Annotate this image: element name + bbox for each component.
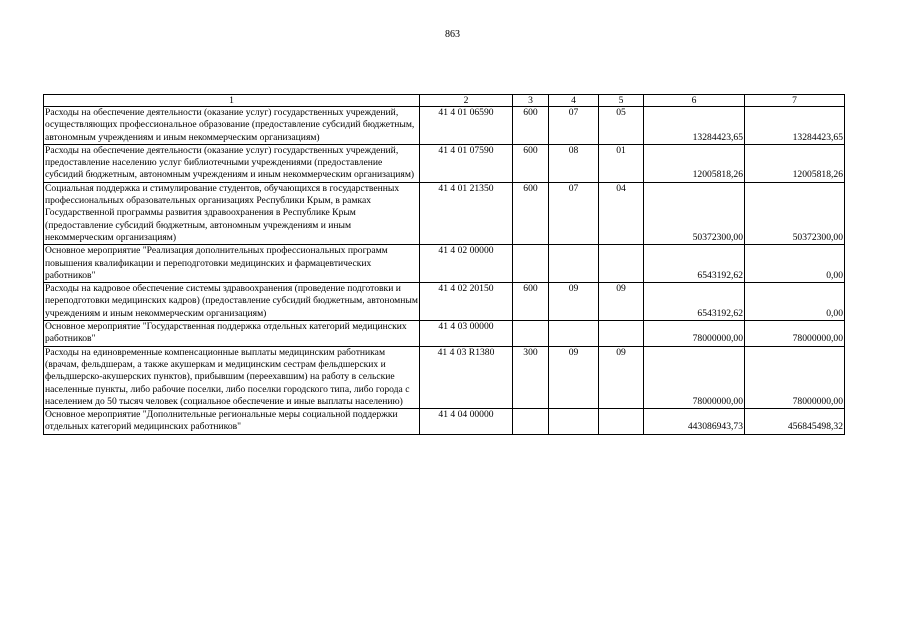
expense-name-cell: Расходы на обеспечение деятельности (оказание услуг) государственных учреждений, осуществляющих профессиональное образование (предоставление субсидий бюджетным, автономным учреждениям и иным некоммерческим организациям)	[44, 107, 420, 145]
expense-type-cell: 300	[513, 346, 549, 408]
subsection-cell	[599, 409, 644, 435]
amount-year1-cell: 6543192,62	[644, 283, 745, 321]
expense-type-cell: 600	[513, 144, 549, 182]
target-code-cell: 41 4 02 20150	[420, 283, 513, 321]
expense-name-cell: Основное мероприятие "Дополнительные региональные меры социальной поддержки отдельных категорий медицинских работников"	[44, 409, 420, 435]
table-row	[44, 321, 845, 347]
table-row	[44, 107, 845, 145]
target-code-cell: 41 4 01 21350	[420, 182, 513, 244]
column-header: 7	[745, 95, 845, 107]
table-row	[44, 409, 845, 435]
table-header-row	[44, 95, 845, 107]
target-code-cell: 41 4 03 00000	[420, 321, 513, 347]
subsection-cell: 09	[599, 346, 644, 408]
amount-year2-cell: 78000000,00	[745, 321, 845, 347]
target-code-cell: 41 4 03 R1380	[420, 346, 513, 408]
amount-year2-cell: 78000000,00	[745, 346, 845, 408]
section-cell	[549, 321, 599, 347]
subsection-cell: 01	[599, 144, 644, 182]
amount-year1-cell: 6543192,62	[644, 245, 745, 283]
amount-year2-cell: 50372300,00	[745, 182, 845, 244]
amount-year1-cell: 78000000,00	[644, 321, 745, 347]
table-row	[44, 245, 845, 283]
amount-year2-cell: 13284423,65	[745, 107, 845, 145]
amount-year1-cell: 13284423,65	[644, 107, 745, 145]
column-header: 1	[44, 95, 420, 107]
table-row	[44, 346, 845, 408]
expense-name-cell: Расходы на кадровое обеспечение системы здравоохранения (проведение подготовки и переподготовки медицинских кадров) (предоставление субсидий бюджетным, автономным учреждениям и иным некоммерческим организациям)	[45, 283, 418, 319]
subsection-cell	[599, 321, 644, 347]
subsection-cell: 09	[599, 283, 644, 321]
amount-year1-cell: 12005818,26	[644, 144, 745, 182]
expense-type-cell	[513, 321, 549, 347]
amount-year2-cell: 456845498,32	[745, 409, 845, 435]
amount-year1-cell: 78000000,00	[644, 346, 745, 408]
section-cell: 09	[549, 283, 599, 321]
column-header: 5	[599, 95, 644, 107]
expense-name-cell: Основное мероприятие "Реализация дополнительных профессиональных программ повышения квалификации и переподготовки медицинских и фармацевтических работников"	[44, 245, 420, 283]
amount-year2-cell: 0,00	[745, 283, 845, 321]
expense-type-cell	[513, 409, 549, 435]
table-row	[44, 283, 845, 321]
section-cell: 07	[549, 107, 599, 145]
amount-year2-cell: 12005818,26	[745, 144, 845, 182]
section-cell: 09	[549, 346, 599, 408]
target-code-cell: 41 4 02 00000	[420, 245, 513, 283]
page-number: 863	[445, 29, 460, 40]
subsection-cell	[599, 245, 644, 283]
target-code-cell: 41 4 04 00000	[420, 409, 513, 435]
expense-type-cell	[513, 245, 549, 283]
section-cell: 07	[549, 182, 599, 244]
expense-name-cell: Расходы на единовременные компенсационные выплаты медицинским работникам (врачам, фельдшерам, а также акушеркам и медицинским сестрам фельдшерских и фельдшерско-акушерских пунктов), прибывшим (переехавшим) на работу в сельские населенные пункты, либо рабочие поселки, либо поселки городского типа, либо города с населением до 50 тысяч человек (социальное обеспечение и иные выплаты населению)	[44, 346, 420, 408]
column-header: 2	[420, 95, 513, 107]
expense-name-cell: Социальная поддержка и стимулирование студентов, обучающихся в государственных профессиональных образовательных организациях Республики Крым, в рамках Государственной программы развития здравоохранения в Республике Крым (предоставление субсидий бюджетным, автономным учреждениям и иным некоммерческим организациям)	[44, 182, 420, 244]
target-code-cell: 41 4 01 06590	[420, 107, 513, 145]
table-row	[44, 144, 845, 182]
section-cell: 08	[549, 144, 599, 182]
budget-table	[43, 94, 845, 435]
amount-year2-cell: 0,00	[745, 245, 845, 283]
amount-year1-cell: 50372300,00	[644, 182, 745, 244]
expense-type-cell: 600	[513, 283, 549, 321]
column-header: 6	[644, 95, 745, 107]
subsection-cell: 04	[599, 182, 644, 244]
expense-type-cell: 600	[513, 107, 549, 145]
amount-year1-cell: 443086943,73	[644, 409, 745, 435]
expense-name-cell: Расходы на обеспечение деятельности (оказание услуг) государственных учреждений, предоставление населению услуг библиотечными учреждениями (предоставление субсидий бюджетным, автономным учреждениям и иным некоммерческим организациям)	[44, 144, 420, 182]
expense-type-cell: 600	[513, 182, 549, 244]
expense-name-cell: Основное мероприятие "Государственная поддержка отдельных категорий медицинских работников"	[44, 321, 420, 347]
section-cell	[549, 245, 599, 283]
subsection-cell: 05	[599, 107, 644, 145]
column-header: 3	[513, 95, 549, 107]
section-cell	[549, 409, 599, 435]
table-row	[44, 182, 845, 244]
column-header: 4	[549, 95, 599, 107]
target-code-cell: 41 4 01 07590	[420, 144, 513, 182]
